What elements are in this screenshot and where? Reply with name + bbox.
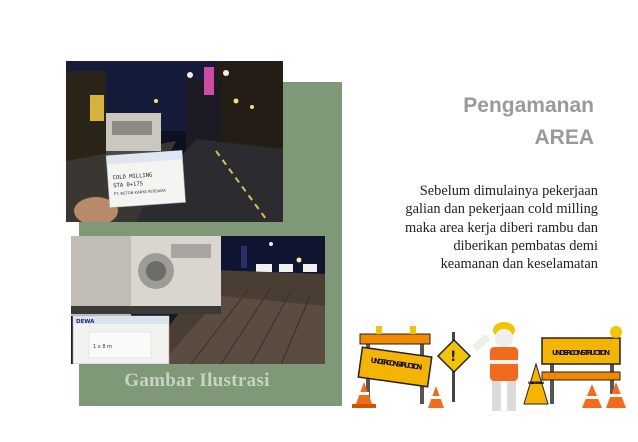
body-line: maka area kerja diberi rambu dan [405,219,598,236]
photo-milled-road [71,236,325,364]
body-paragraph [358,182,598,273]
construction-illustration [344,312,634,414]
worker-icon [472,322,518,411]
card-line-3: PT. BETON KARYA PERSADA [113,187,166,197]
page-title [463,90,594,154]
warning-sign-icon [438,332,470,402]
cone-icon [606,382,626,408]
svg-text:!: ! [450,349,457,365]
card-text: 1 x 8 m [93,344,112,350]
sign-small-text: UNDER CONSTRUCTION [528,381,544,385]
photo-street-night [66,61,283,222]
sign-right-text: UNDER CONSTRUCTION [552,349,610,357]
body-line: galian dan pekerjaan cold milling [405,201,598,218]
barricade-left-icon [358,326,431,404]
cone-icon [428,386,444,408]
title-line-1: Pengamanan [463,94,594,117]
card-header: DEWA [76,319,95,325]
cone-icon [582,384,602,408]
card-line-2: STA 0+175 [113,181,144,190]
card-line-1: COLD MILLING [112,172,153,182]
a-frame-sign-icon [524,364,548,404]
body-line: Sebelum dimulainya pekerjaan [419,183,598,199]
sign-left-text: UNDER CONSTRUCTION [370,356,423,372]
caption: Gambar Ilustrasi [124,370,270,391]
body-line: keamanan dan keselamatan [440,256,598,273]
title-line-2: AREA [534,126,594,149]
barricade-right-icon [542,326,622,404]
cone-icon [352,382,376,408]
body-line: diberikan pembatas demi [453,237,598,254]
